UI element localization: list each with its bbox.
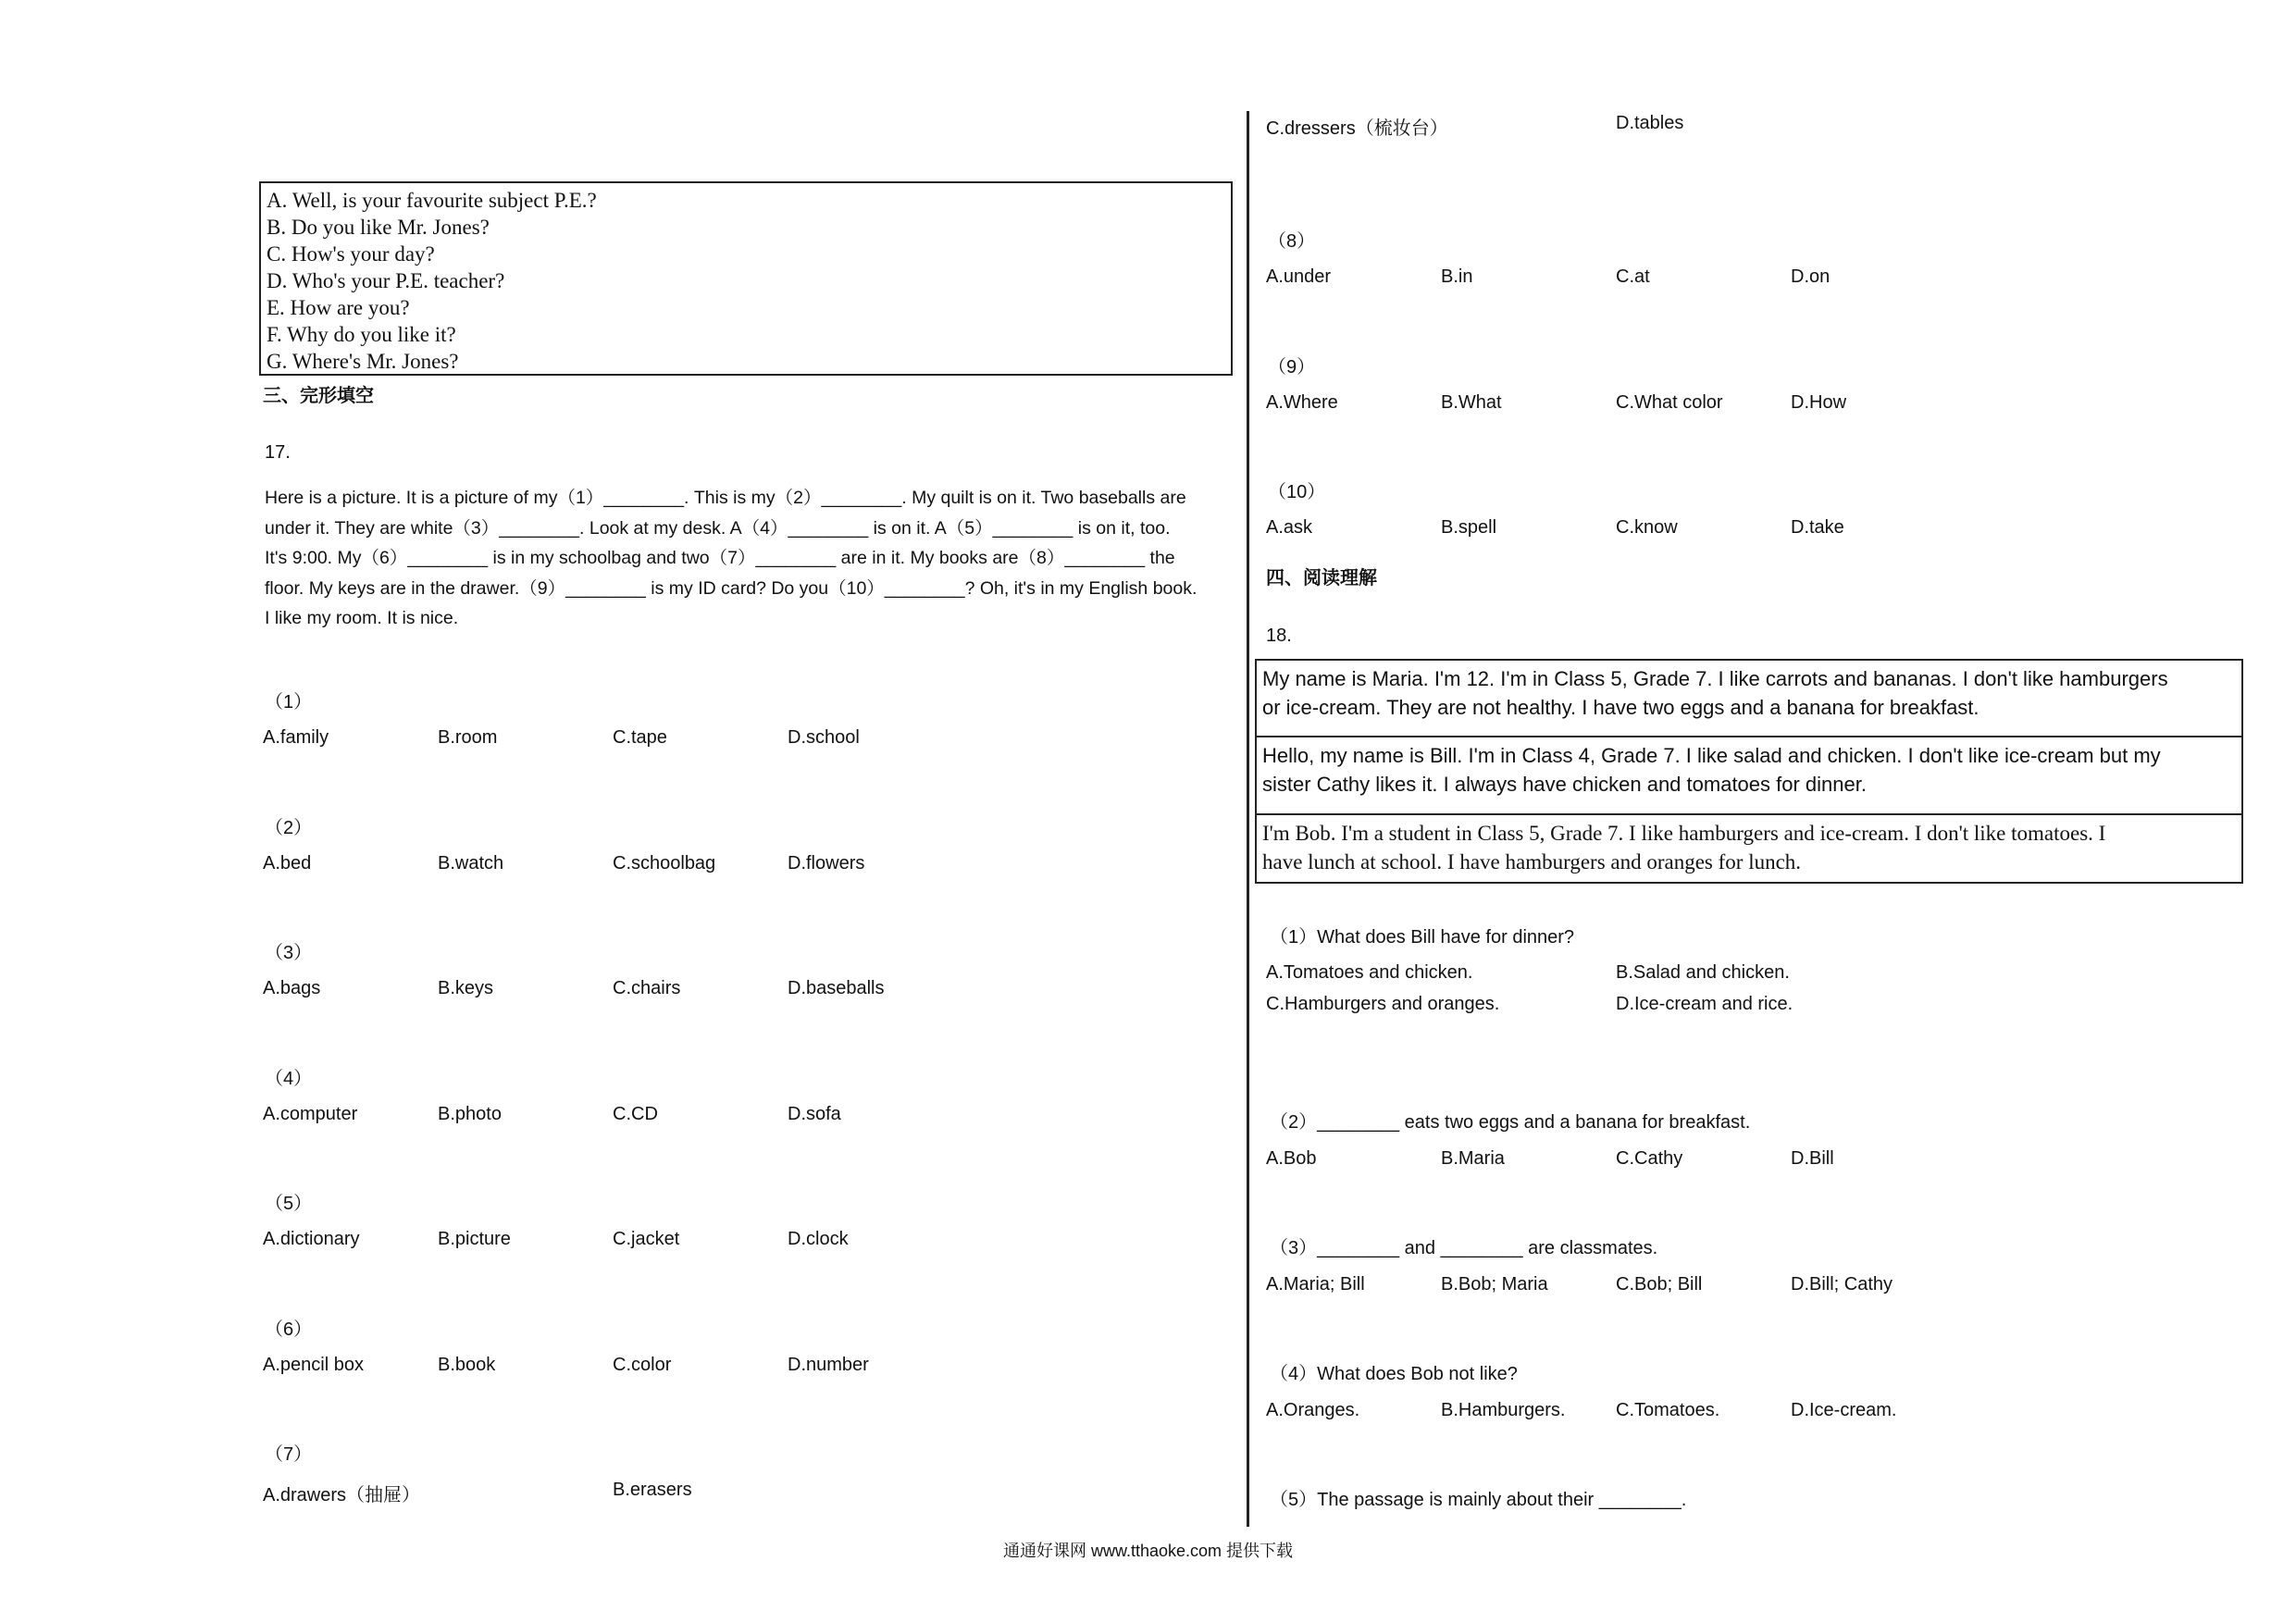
passage-line: under it. They are white（3）________. Look at my desk. A（4）________ is on it. A（5）________ is on it, too. bbox=[265, 517, 1171, 539]
option-b[interactable]: B.watch bbox=[438, 852, 504, 873]
passage-line: I'm Bob. I'm a student in Class 5, Grade 7. I like hamburgers and ice-cream. I don't like tomatoes. I bbox=[1262, 822, 2106, 845]
option-d[interactable]: D.Ice-cream. bbox=[1791, 1400, 1897, 1420]
option-c[interactable]: C.chairs bbox=[613, 978, 681, 998]
passage-line: It's 9:00. My（6）________ is in my schoolbag and two（7）________ are in it. My books are（8）________ the bbox=[265, 548, 1175, 568]
option-a[interactable]: A.family bbox=[263, 727, 329, 748]
item-number: （10） bbox=[1268, 482, 1326, 502]
option-c[interactable]: C.What color bbox=[1616, 391, 1723, 413]
question-stem: （2）________ eats two eggs and a banana for breakfast. bbox=[1270, 1112, 1751, 1133]
option-b[interactable]: B.book bbox=[438, 1354, 496, 1375]
section-heading-reading: 四、阅读理解 bbox=[1266, 568, 1377, 588]
option-b[interactable]: B.spell bbox=[1441, 517, 1497, 538]
option-a[interactable]: A.ask bbox=[1266, 517, 1313, 538]
item-number: （8） bbox=[1268, 231, 1316, 252]
option-b[interactable]: B.photo bbox=[438, 1103, 502, 1124]
option-line: E. How are you? bbox=[267, 296, 410, 319]
option-d[interactable]: D.How bbox=[1791, 391, 1847, 413]
option-b[interactable]: B.What bbox=[1441, 391, 1502, 413]
item-number: （7） bbox=[265, 1444, 313, 1465]
option-c[interactable]: C.Tomatoes. bbox=[1616, 1400, 1720, 1420]
passage-line: My name is Maria. I'm 12. I'm in Class 5, Grade 7. I like carrots and bananas. I don't like hamburgers bbox=[1262, 667, 2168, 690]
option-c[interactable]: C.color bbox=[613, 1354, 672, 1375]
passage-line: I like my room. It is nice. bbox=[265, 608, 459, 628]
option-a[interactable]: A.pencil box bbox=[263, 1354, 364, 1375]
option-b[interactable]: B.erasers bbox=[613, 1480, 692, 1500]
question-number: 17. bbox=[265, 442, 291, 463]
item-number: （6） bbox=[265, 1319, 313, 1340]
passage-line: have lunch at school. I have hamburgers and oranges for lunch. bbox=[1262, 850, 1802, 873]
option-a[interactable]: A.dictionary bbox=[263, 1229, 360, 1249]
option-a[interactable]: A.bags bbox=[263, 978, 321, 998]
option-line: G. Where's Mr. Jones? bbox=[267, 350, 459, 373]
page-footer: 通通好课网 www.tthaoke.com 提供下载 bbox=[1002, 1542, 1294, 1560]
option-d[interactable]: D.sofa bbox=[788, 1103, 841, 1124]
option-c[interactable]: C.dressers（梳妆台） bbox=[1266, 118, 1448, 139]
section-heading-cloze: 三、完形填空 bbox=[263, 386, 374, 406]
option-b[interactable]: B.Salad and chicken. bbox=[1616, 962, 1790, 983]
passage-line: or ice-cream. They are not healthy. I have two eggs and a banana for breakfast. bbox=[1262, 696, 1980, 719]
column-divider bbox=[1247, 111, 1249, 1527]
option-a[interactable]: A.computer bbox=[263, 1103, 358, 1124]
option-c[interactable]: C.Cathy bbox=[1616, 1148, 1683, 1169]
option-b[interactable]: B.room bbox=[438, 727, 498, 748]
cloze-passage bbox=[265, 483, 1227, 634]
option-line: B. Do you like Mr. Jones? bbox=[267, 216, 490, 239]
option-line: A. Well, is your favourite subject P.E.? bbox=[267, 189, 597, 212]
option-line: C. How's your day? bbox=[267, 242, 435, 266]
item-number: （5） bbox=[265, 1194, 313, 1214]
option-a[interactable]: A.Oranges. bbox=[1266, 1400, 1360, 1420]
option-d[interactable]: D.flowers bbox=[788, 852, 865, 873]
option-d[interactable]: D.Ice-cream and rice. bbox=[1616, 994, 1793, 1014]
option-c[interactable]: C.at bbox=[1616, 266, 1650, 287]
option-line: F. Why do you like it? bbox=[267, 323, 456, 346]
option-c[interactable]: C.jacket bbox=[613, 1229, 680, 1249]
option-d[interactable]: D.clock bbox=[788, 1229, 849, 1249]
item-number: （2） bbox=[265, 817, 313, 838]
question-stem: （1）What does Bill have for dinner? bbox=[1270, 927, 1575, 948]
passage-maria bbox=[1257, 661, 2241, 737]
option-d[interactable]: D.take bbox=[1791, 517, 1844, 538]
option-b[interactable]: B.Bob; Maria bbox=[1441, 1274, 1548, 1295]
option-b[interactable]: B.Hamburgers. bbox=[1441, 1400, 1566, 1420]
option-d[interactable]: D.baseballs bbox=[788, 978, 885, 998]
reading-passages-table bbox=[1255, 659, 2243, 884]
option-d[interactable]: D.Bill bbox=[1791, 1148, 1834, 1169]
item-number: （3） bbox=[265, 943, 313, 963]
option-d[interactable]: D.on bbox=[1791, 266, 1831, 287]
option-a[interactable]: A.Bob bbox=[1266, 1148, 1317, 1169]
option-c[interactable]: C.CD bbox=[613, 1103, 658, 1124]
passage-bill bbox=[1257, 737, 2241, 815]
option-d[interactable]: D.tables bbox=[1616, 113, 1684, 133]
question-stem: （4）What does Bob not like? bbox=[1270, 1364, 1518, 1384]
passage-line: floor. My keys are in the drawer.（9）________ is my ID card? Do you（10）________? Oh, it's in my English book. bbox=[265, 577, 1198, 599]
item-number: （9） bbox=[1268, 356, 1316, 378]
option-a[interactable]: A.drawers（抽屉） bbox=[263, 1485, 421, 1505]
option-a[interactable]: A.Maria; Bill bbox=[1266, 1274, 1365, 1295]
question-stem: （5）The passage is mainly about their ________. bbox=[1270, 1490, 1687, 1510]
option-b[interactable]: B.picture bbox=[438, 1229, 511, 1249]
passage-line: Here is a picture. It is a picture of my（1）________. This is my（2）________. My quilt is on it. Two baseballs are bbox=[265, 488, 1186, 508]
option-b[interactable]: B.Maria bbox=[1441, 1148, 1505, 1169]
dialogue-options-box bbox=[259, 181, 1233, 376]
option-d[interactable]: D.Bill; Cathy bbox=[1791, 1274, 1893, 1295]
option-c[interactable]: C.tape bbox=[613, 727, 667, 748]
option-a[interactable]: A.under bbox=[1266, 266, 1332, 287]
option-d[interactable]: D.school bbox=[788, 727, 860, 748]
item-number: （4） bbox=[265, 1068, 313, 1089]
option-c[interactable]: C.know bbox=[1616, 517, 1678, 538]
option-c[interactable]: C.schoolbag bbox=[613, 852, 716, 873]
passage-bob bbox=[1257, 815, 2241, 882]
option-a[interactable]: A.Where bbox=[1266, 391, 1338, 413]
item-number: （1） bbox=[265, 692, 313, 712]
option-a[interactable]: A.bed bbox=[263, 852, 312, 873]
question-stem: （3）________ and ________ are classmates. bbox=[1270, 1238, 1658, 1258]
passage-line: Hello, my name is Bill. I'm in Class 4, Grade 7. I like salad and chicken. I don't like ice-cream but my bbox=[1262, 744, 2161, 767]
passage-line: sister Cathy likes it. I always have chicken and tomatoes for dinner. bbox=[1262, 773, 1867, 796]
option-c[interactable]: C.Bob; Bill bbox=[1616, 1274, 1703, 1295]
option-b[interactable]: B.keys bbox=[438, 978, 494, 998]
option-c[interactable]: C.Hamburgers and oranges. bbox=[1266, 994, 1500, 1014]
option-b[interactable]: B.in bbox=[1441, 266, 1473, 287]
option-line: D. Who's your P.E. teacher? bbox=[267, 269, 505, 292]
question-number: 18. bbox=[1266, 626, 1292, 646]
option-d[interactable]: D.number bbox=[788, 1354, 869, 1375]
option-a[interactable]: A.Tomatoes and chicken. bbox=[1266, 962, 1473, 983]
